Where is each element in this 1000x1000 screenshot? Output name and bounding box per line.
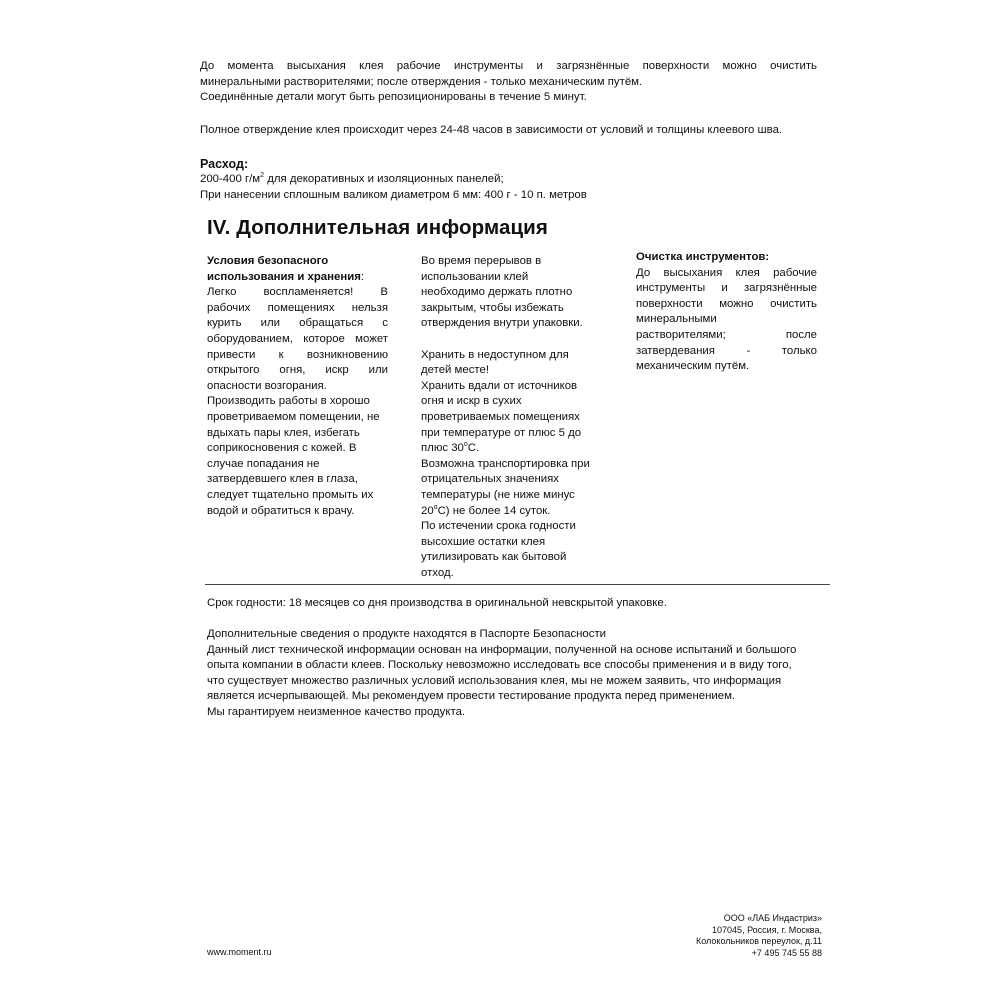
word: растворителями; [636,328,726,341]
storage-line: отход. [421,566,454,579]
safety-line: оборудованием, которое может [207,332,388,345]
word: только [781,344,817,357]
shelf-life: Срок годности: 18 месяцев со дня производства в оригинальной невскрытой упаковке. [207,597,667,609]
safety-heading-line-1: Условия безопасного [207,255,329,267]
safety-line: затвердевшего клея в глаза, [207,473,358,486]
safety-line: рабочих помещениях нельзя [207,301,388,314]
consumption-text [200,172,817,203]
consumption-line-1 [200,172,817,188]
divider [205,584,830,585]
safety-heading-text: использования и хранения [207,270,361,283]
disclaimer-line: Дополнительные сведения о продукте находятся в Паспорте Безопасности [207,628,607,640]
safety-line: Легко воспламеняется! В [207,286,388,299]
safety-line: случае попадания не [207,457,320,470]
storage-line: По истечении срока годности [421,520,576,533]
transport-temperature-line [421,504,601,520]
storage-line: утилизировать как бытовой [421,551,567,564]
safety-heading-line-2 [207,270,388,286]
curing-paragraph: Полное отверждение клея происходит через 24-48 часов в зависимости от условий и толщины клеевого шва. [200,124,783,136]
tool-cleaning-line: механическим путём. [636,360,750,373]
tool-cleaning-line: поверхности можно очистить [636,297,817,310]
storage-line: Хранить вдали от источников [421,379,578,392]
word: - [746,344,751,357]
phone-number: +7 495 745 55 88 [751,947,822,958]
safety-line: опасности возгорания. [207,379,327,392]
superscript: 2 [260,172,265,180]
temperature-unit: С. [467,442,480,455]
tool-cleaning-line: минеральными [636,313,717,326]
storage-line: детей месте! [421,364,490,377]
cleaning-paragraph [200,59,817,106]
storage-line: Возможна транспортировка при [421,457,590,470]
tool-cleaning-line [636,328,817,344]
safety-line: открытого огня, искр или [207,364,388,377]
website-link[interactable]: www.moment.ru [207,947,272,957]
word: затвердевания [636,344,715,357]
storage-line: закрытым, чтобы избежать [421,301,564,314]
tool-cleaning-line: До высыхания клея рабочие [636,266,817,279]
spacer [421,332,601,348]
storage-line: отверждения внутри упаковки. [421,317,583,330]
consumption-heading: Расход: [200,157,249,171]
degree-superscript: o [463,441,468,449]
tool-cleaning-heading: Очистка инструментов: [636,251,770,263]
temperature-unit: С) не более 14 суток. [437,504,551,517]
temperature-text: плюс 30 [421,442,464,455]
company-address [696,913,822,959]
safety-column [207,254,388,519]
safety-line: курить или обращаться с [207,317,388,330]
tool-cleaning-line: инструменты и загрязнённые [636,282,817,295]
safety-line: водой и обратиться к врачу. [207,504,355,517]
tool-cleaning-column [636,250,817,375]
reposition-line: Соединённые детали могут быть репозиционированы в течение 5 минут. [200,91,587,104]
safety-line: проветриваемом помещении, не [207,410,380,423]
section-title: IV. Дополнительная информация [207,216,548,239]
disclaimer-line: Данный лист технической информации основан на информации, полученной на основе испытаний и большого [207,643,797,656]
storage-line: высохшие остатки клея [421,535,546,548]
storage-temperature-line [421,441,601,457]
consumption-line-2: При нанесении сплошным валиком диаметром 6 мм: 400 г - 10 п. метров [200,188,587,201]
storage-line: необходимо держать плотно [421,286,573,299]
safety-line: соприкосновения с кожей. В [207,442,357,455]
storage-line: огня и искр в сухих [421,395,522,408]
temperature-text: 20 [421,504,434,517]
storage-line: температуры (не ниже минус [421,488,575,501]
word: после [785,328,817,341]
storage-line: Хранить в недоступном для [421,348,569,361]
disclaimer-line: является исчерпывающей. Мы рекомендуем провести тестирование продукта перед применением. [207,690,736,703]
company-name: ООО «ЛАБ Индастриз» [723,913,822,923]
address-line: Колокольников переулок, д.11 [696,936,822,946]
safety-line: Производить работы в хорошо [207,395,370,408]
safety-line: вдыхать пары клея, избегать [207,426,360,439]
disclaimer-paragraph [207,627,832,721]
storage-line: использовании клей [421,270,529,283]
disclaimer-line: опыта компании в области клеев. Поскольку невозможно исследовать все способы применения и в виду того, [207,659,792,672]
safety-line: следует тщательно промыть их [207,488,374,501]
storage-line: Во время перерывов в [421,255,542,267]
consumption-rate-note: для декоративных и изоляционных панелей; [264,173,504,185]
cleaning-line-2: минеральными растворителями; после отверждения - только механическим путём. [200,75,643,88]
degree-superscript: o [433,503,438,511]
consumption-rate: 200-400 г/м [200,173,261,185]
safety-line: привести к возникновению [207,348,388,361]
disclaimer-line: что существует множество различных условий использования клея, мы не можем заявить, что информация [207,674,782,687]
colon: : [360,270,365,283]
cleaning-line-1: До момента высыхания клея рабочие инструменты и загрязнённые поверхности можно очистить [200,60,817,72]
address-line: 107045, Россия, г. Москва, [712,924,822,935]
storage-line: проветриваемых помещениях [421,410,580,423]
storage-line: отрицательных значениях [421,473,559,486]
tool-cleaning-line [636,344,817,360]
storage-column [421,254,601,581]
storage-line: при температуре от плюс 5 до [421,426,582,439]
disclaimer-line: Мы гарантируем неизменное качество продукта. [207,705,466,718]
